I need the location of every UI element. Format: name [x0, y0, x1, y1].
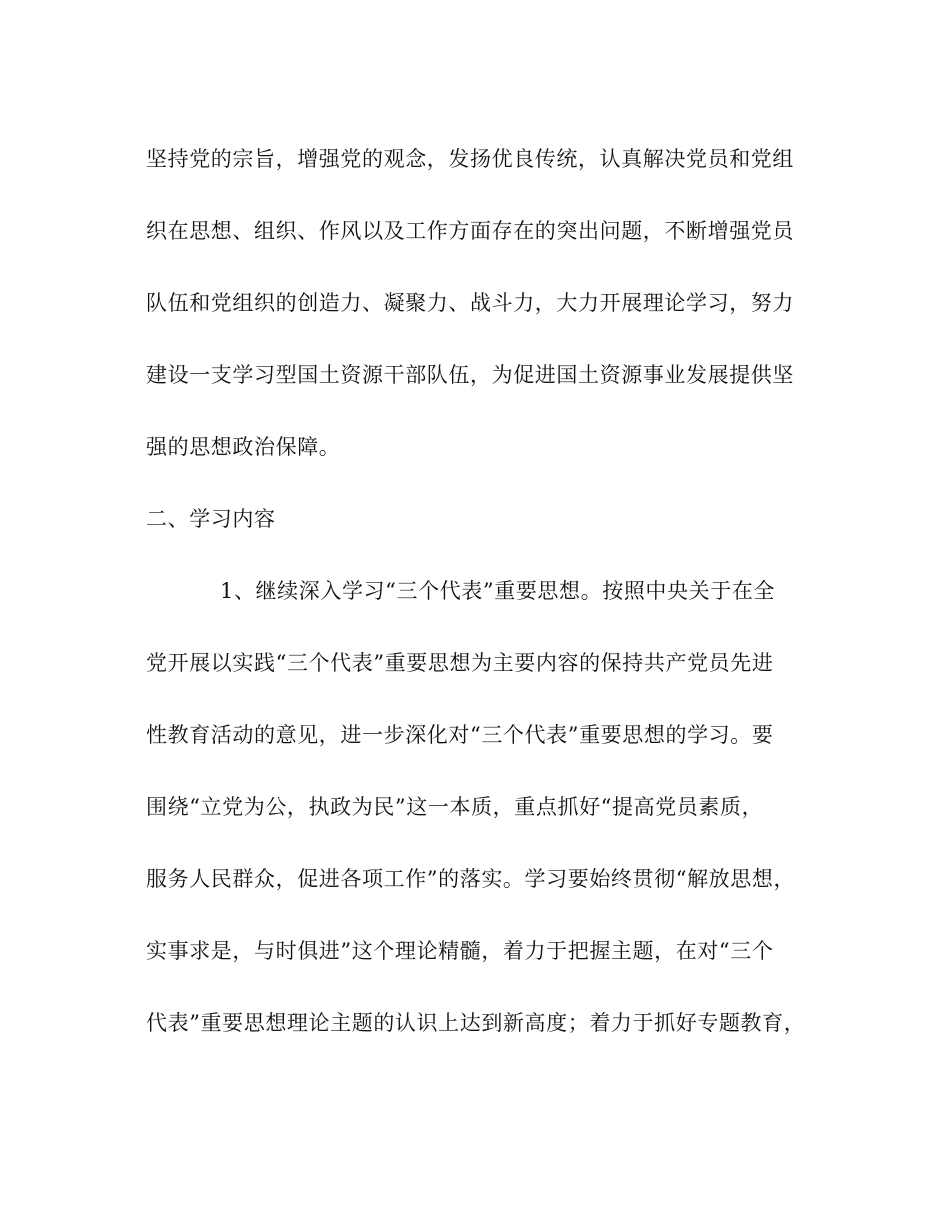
document-body [146, 138, 806, 1074]
paragraph-line: 织在思想、组织、作风以及工作方面存在的突出问题，不断增强党员 [146, 219, 794, 243]
paragraph-line: 服务人民群众，促进各项工作”的落实。学习要始终贯彻“解放思想， [146, 867, 796, 891]
paragraph-line: 党开展以实践“三个代表”重要思想为主要内容的保持共产党员先进 [146, 651, 774, 675]
paragraph-line: 建设一支学习型国土资源干部队伍，为促进国土资源事业发展提供坚 [146, 363, 794, 387]
paragraph-line: 1、继续深入学习“三个代表”重要思想。按照中央关于在全 [220, 579, 776, 603]
paragraph-line: 坚持党的宗旨，增强党的观念，发扬优良传统，认真解决党员和党组 [146, 147, 794, 171]
paragraph-line: 代表”重要思想理论主题的认识上达到新高度；着力于抓好专题教育， [146, 1011, 806, 1035]
paragraph-line: 性教育活动的意见，进一步深化对“三个代表”重要思想的学习。要 [146, 723, 774, 747]
paragraph-line: 实事求是，与时俱进”这个理论精髓，着力于把握主题，在对“三个 [146, 939, 774, 963]
section-heading: 二、学习内容 [146, 507, 276, 531]
paragraph-line: 队伍和党组织的创造力、凝聚力、战斗力，大力开展理论学习，努力 [146, 291, 794, 315]
paragraph-line: 强的思想政治保障。 [146, 435, 341, 459]
paragraph-line: 围绕“立党为公，执政为民”这一本质，重点抓好“提高党员素质， [146, 795, 764, 819]
